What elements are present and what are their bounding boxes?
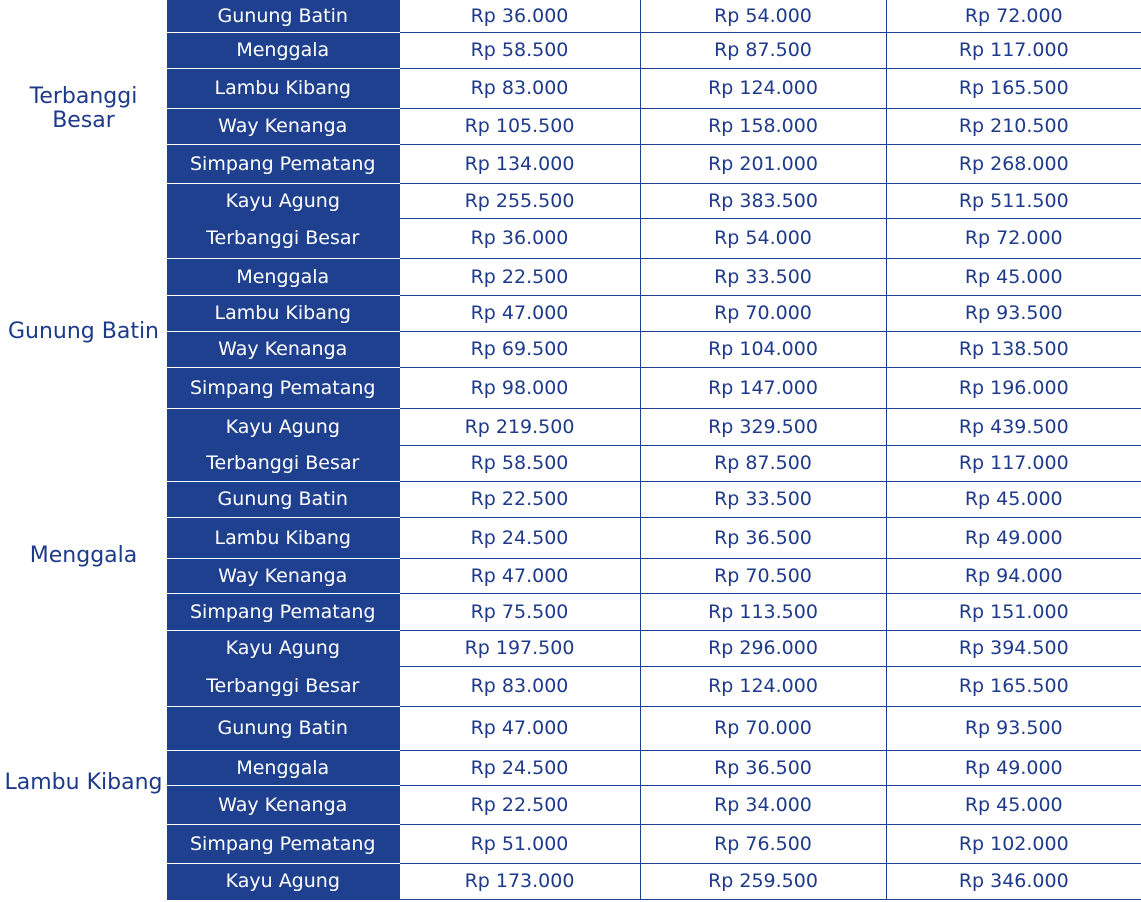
table-row: [0, 68, 1141, 108]
table-row: [0, 863, 1141, 899]
table-row: [0, 445, 1141, 481]
tariff-price-cell: Rp 87.500: [640, 445, 886, 481]
tariff-price-cell: Rp 124.000: [640, 68, 886, 108]
tariff-price-cell: Rp 36.500: [640, 517, 886, 558]
tariff-price-cell: Rp 83.000: [399, 68, 640, 108]
destination-gate-cell: Way Kenanga: [167, 108, 399, 144]
table-row: [0, 593, 1141, 630]
tariff-price-cell: Rp 134.000: [399, 144, 640, 183]
tariff-price-cell: Rp 83.000: [399, 666, 640, 706]
table-row: [0, 824, 1141, 863]
tariff-price-cell: Rp 165.500: [886, 68, 1141, 108]
tariff-price-cell: Rp 219.500: [399, 408, 640, 445]
tariff-price-cell: Rp 45.000: [886, 785, 1141, 824]
destination-gate-cell: Terbanggi Besar: [167, 218, 399, 258]
tariff-price-cell: Rp 36.500: [640, 750, 886, 785]
destination-gate-cell: Simpang Pematang: [167, 144, 399, 183]
table-row: [0, 367, 1141, 408]
tariff-price-cell: Rp 49.000: [886, 517, 1141, 558]
tariff-price-cell: Rp 51.000: [399, 824, 640, 863]
table-row: [0, 706, 1141, 750]
tariff-price-cell: Rp 383.500: [640, 183, 886, 218]
tariff-price-cell: Rp 22.500: [399, 258, 640, 295]
table-row: [0, 517, 1141, 558]
tariff-price-cell: Rp 94.000: [886, 558, 1141, 593]
tariff-price-cell: Rp 47.000: [399, 295, 640, 331]
destination-gate-cell: Menggala: [167, 750, 399, 785]
tariff-price-cell: Rp 511.500: [886, 183, 1141, 218]
destination-gate-cell: Lambu Kibang: [167, 68, 399, 108]
table-row: [0, 666, 1141, 706]
tariff-price-cell: Rp 296.000: [640, 630, 886, 666]
tariff-price-cell: Rp 98.000: [399, 367, 640, 408]
table-row: [0, 785, 1141, 824]
tariff-price-cell: Rp 124.000: [640, 666, 886, 706]
destination-gate-cell: Kayu Agung: [167, 183, 399, 218]
destination-gate-cell: Way Kenanga: [167, 558, 399, 593]
destination-gate-cell: Gunung Batin: [167, 0, 399, 32]
tariff-price-cell: Rp 36.000: [399, 0, 640, 32]
tariff-price-cell: Rp 104.000: [640, 331, 886, 367]
tariff-price-cell: Rp 22.500: [399, 481, 640, 517]
tariff-price-cell: Rp 58.500: [399, 445, 640, 481]
destination-gate-cell: Simpang Pematang: [167, 367, 399, 408]
tariff-price-cell: Rp 147.000: [640, 367, 886, 408]
tariff-price-cell: Rp 70.500: [640, 558, 886, 593]
origin-gate-cell: Lambu Kibang: [0, 666, 167, 899]
tariff-price-cell: Rp 54.000: [640, 218, 886, 258]
origin-gate-cell: Menggala: [0, 445, 167, 666]
tariff-price-cell: Rp 87.500: [640, 32, 886, 68]
destination-gate-cell: Lambu Kibang: [167, 295, 399, 331]
tariff-price-cell: Rp 72.000: [886, 218, 1141, 258]
tariff-price-cell: Rp 47.000: [399, 558, 640, 593]
tariff-price-cell: Rp 93.500: [886, 295, 1141, 331]
tariff-price-cell: Rp 210.500: [886, 108, 1141, 144]
table-row: [0, 183, 1141, 218]
table-row: [0, 750, 1141, 785]
tariff-price-cell: Rp 70.000: [640, 706, 886, 750]
tariff-price-cell: Rp 54.000: [640, 0, 886, 32]
tariff-price-cell: Rp 255.500: [399, 183, 640, 218]
tariff-price-cell: Rp 268.000: [886, 144, 1141, 183]
table-row: [0, 481, 1141, 517]
tariff-price-cell: Rp 113.500: [640, 593, 886, 630]
tariff-price-cell: Rp 47.000: [399, 706, 640, 750]
tariff-price-cell: Rp 33.500: [640, 258, 886, 295]
tariff-price-cell: Rp 102.000: [886, 824, 1141, 863]
table-row: [0, 295, 1141, 331]
tariff-price-cell: Rp 138.500: [886, 331, 1141, 367]
tariff-price-cell: Rp 49.000: [886, 750, 1141, 785]
tariff-price-cell: Rp 173.000: [399, 863, 640, 899]
table-row: [0, 630, 1141, 666]
tariff-price-cell: Rp 165.500: [886, 666, 1141, 706]
tariff-price-cell: Rp 196.000: [886, 367, 1141, 408]
destination-gate-cell: Menggala: [167, 32, 399, 68]
destination-gate-cell: Terbanggi Besar: [167, 445, 399, 481]
tariff-price-cell: Rp 22.500: [399, 785, 640, 824]
destination-gate-cell: Simpang Pematang: [167, 593, 399, 630]
tariff-price-cell: Rp 76.500: [640, 824, 886, 863]
table-row: [0, 331, 1141, 367]
tariff-price-cell: Rp 45.000: [886, 481, 1141, 517]
tariff-price-cell: Rp 346.000: [886, 863, 1141, 899]
tariff-price-cell: Rp 117.000: [886, 445, 1141, 481]
tariff-price-cell: Rp 69.500: [399, 331, 640, 367]
tariff-price-cell: Rp 24.500: [399, 750, 640, 785]
table-row: [0, 32, 1141, 68]
tariff-price-cell: Rp 439.500: [886, 408, 1141, 445]
destination-gate-cell: Way Kenanga: [167, 785, 399, 824]
destination-gate-cell: Gunung Batin: [167, 481, 399, 517]
table-row: [0, 218, 1141, 258]
tariff-price-cell: Rp 117.000: [886, 32, 1141, 68]
tariff-price-cell: Rp 75.500: [399, 593, 640, 630]
destination-gate-cell: Terbanggi Besar: [167, 666, 399, 706]
destination-gate-cell: Simpang Pematang: [167, 824, 399, 863]
tariff-price-cell: Rp 58.500: [399, 32, 640, 68]
tariff-price-cell: Rp 329.500: [640, 408, 886, 445]
destination-gate-cell: Way Kenanga: [167, 331, 399, 367]
tariff-price-cell: Rp 93.500: [886, 706, 1141, 750]
tariff-price-cell: Rp 70.000: [640, 295, 886, 331]
table-row: [0, 0, 1141, 32]
tariff-price-cell: Rp 394.500: [886, 630, 1141, 666]
table-row: [0, 108, 1141, 144]
destination-gate-cell: Menggala: [167, 258, 399, 295]
tariff-price-cell: Rp 34.000: [640, 785, 886, 824]
tariff-price-cell: Rp 197.500: [399, 630, 640, 666]
destination-gate-cell: Gunung Batin: [167, 706, 399, 750]
tariff-price-cell: Rp 105.500: [399, 108, 640, 144]
destination-gate-cell: Kayu Agung: [167, 630, 399, 666]
table-row: [0, 408, 1141, 445]
table-row: [0, 558, 1141, 593]
origin-gate-cell: Gunung Batin: [0, 218, 167, 445]
destination-gate-cell: Lambu Kibang: [167, 517, 399, 558]
tariff-price-cell: Rp 45.000: [886, 258, 1141, 295]
tariff-price-cell: Rp 72.000: [886, 0, 1141, 32]
tariff-price-cell: Rp 158.000: [640, 108, 886, 144]
origin-gate-cell: Terbanggi Besar: [0, 0, 167, 218]
table-row: [0, 144, 1141, 183]
tariff-price-cell: Rp 201.000: [640, 144, 886, 183]
destination-gate-cell: Kayu Agung: [167, 863, 399, 899]
tariff-price-cell: Rp 24.500: [399, 517, 640, 558]
tariff-price-cell: Rp 151.000: [886, 593, 1141, 630]
table-row: [0, 258, 1141, 295]
tariff-price-cell: Rp 36.000: [399, 218, 640, 258]
tariff-price-cell: Rp 33.500: [640, 481, 886, 517]
tariff-price-cell: Rp 259.500: [640, 863, 886, 899]
destination-gate-cell: Kayu Agung: [167, 408, 399, 445]
